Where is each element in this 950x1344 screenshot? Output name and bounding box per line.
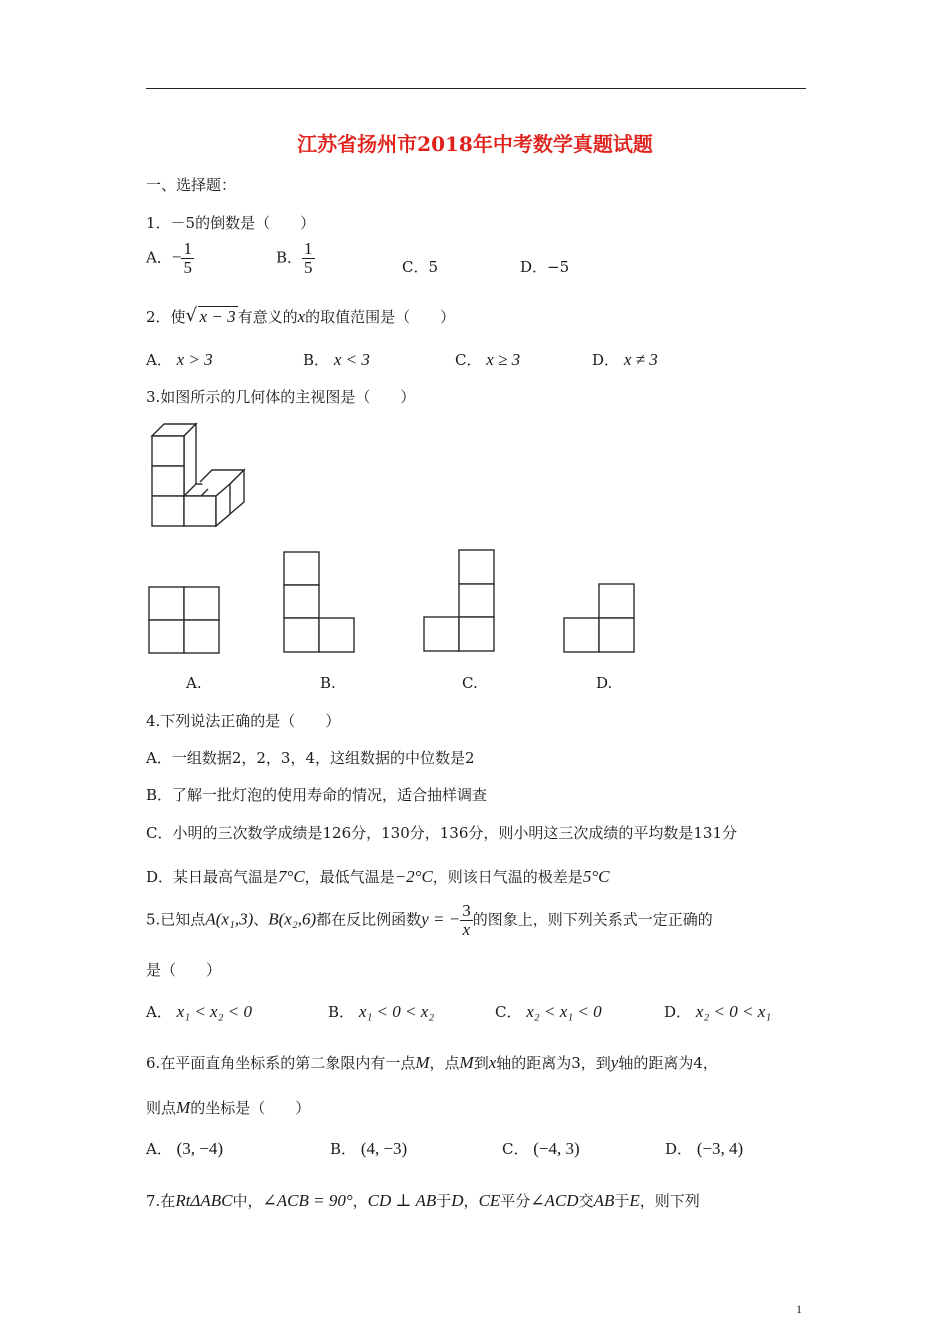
stem-text: 平分 xyxy=(500,1192,531,1210)
stem-text: 则点 xyxy=(146,1099,177,1117)
stem-text: 中， xyxy=(232,1192,263,1210)
perpendicular: CD ⊥ AB xyxy=(367,1191,437,1210)
q6-option-b xyxy=(330,1138,407,1159)
section-heading: 一、选择题： xyxy=(146,176,237,194)
variable: x xyxy=(297,307,306,326)
q5-option-b xyxy=(328,1001,434,1022)
denominator: 5 xyxy=(183,257,192,277)
denominator: x xyxy=(462,919,471,939)
option-d-figure xyxy=(563,583,635,653)
option-math: (−3, 4) xyxy=(696,1139,744,1158)
q6-option-a xyxy=(146,1138,223,1159)
q1-option-d: D．−5 xyxy=(520,258,570,276)
option-math: x₂ < x₁ < 0 xyxy=(526,1002,602,1021)
stem-text: 都在反比例函数 xyxy=(316,910,422,929)
stem-text: ，则下列 xyxy=(639,1192,700,1210)
stem-text: 的图象上，则下列关系式一定正确的 xyxy=(472,910,713,929)
option-label: B． xyxy=(330,1140,357,1158)
point-a: A(x₁,3) xyxy=(205,909,254,929)
point-m: M xyxy=(459,1053,474,1072)
q4-option-b: B．了解一批灯泡的使用寿命的情况，适合抽样调查 xyxy=(146,786,488,804)
numerator: 3 xyxy=(462,901,471,920)
page-number: 1 xyxy=(796,1302,802,1316)
page-title: 江苏省扬州市2018年中考数学真题试题 xyxy=(297,132,653,156)
stem-text: 到 xyxy=(473,1054,489,1072)
q4-option-c: C．小明的三次数学成绩是126分，130分，136分，则小明这三次成绩的平均数是131分 xyxy=(146,824,738,842)
stem-text: 7.在 xyxy=(146,1192,176,1210)
temperature: 7°C xyxy=(278,867,305,886)
q2-option-a xyxy=(146,349,213,370)
q6-option-c xyxy=(502,1138,580,1159)
option-math: x < 3 xyxy=(333,350,370,369)
triangle: RtΔABC xyxy=(175,1191,233,1210)
option-math: x > 3 xyxy=(176,350,213,369)
q2-option-c xyxy=(455,349,520,370)
q5-option-d xyxy=(664,1001,771,1022)
option-label: A． xyxy=(146,1140,172,1158)
option-label: A． xyxy=(146,248,172,267)
option-math: (4, −3) xyxy=(360,1139,408,1158)
option-label: A． xyxy=(146,351,172,369)
stem-text: 轴的距离为3，到 xyxy=(496,1054,611,1072)
q5-option-c xyxy=(495,1001,602,1022)
angle: ∠ACD xyxy=(530,1191,579,1210)
stem-text: 2．使 xyxy=(146,308,186,326)
option-c-figure xyxy=(423,549,495,653)
option-label: D． xyxy=(592,351,620,369)
stem-text: 轴的距离为4， xyxy=(618,1054,718,1072)
stem-text: 的取值范围是（ ） xyxy=(305,308,456,326)
radicand: x − 3 xyxy=(199,307,236,326)
option-label: B． xyxy=(328,1003,355,1021)
option-label: D． xyxy=(665,1140,693,1158)
q4-option-a: A．一组数据2，2，3，4，这组数据的中位数是2 xyxy=(146,749,475,767)
option-text: ，则该日气温的极差是 xyxy=(432,868,583,886)
option-text: ，最低气温是 xyxy=(304,868,395,886)
angle: ∠ACB = 90° xyxy=(262,1191,353,1210)
question-5-stem-line2: 是（ ） xyxy=(146,961,222,979)
numerator: 1 xyxy=(304,239,313,258)
question-7-stem xyxy=(146,1190,700,1211)
option-label: B． xyxy=(276,248,303,267)
question-6-stem-line2 xyxy=(146,1097,310,1118)
question-2-stem xyxy=(146,306,455,327)
option-label: A． xyxy=(146,1003,172,1021)
temperature: 5°C xyxy=(582,867,610,886)
question-1-stem: 1．－5的倒数是（ ） xyxy=(146,214,316,232)
option-b-figure xyxy=(283,551,355,653)
square-root xyxy=(186,307,238,327)
fraction xyxy=(302,240,315,277)
option-text: D．某日最高气温是 xyxy=(146,868,279,886)
question-3-stem: 3.如图所示的几何体的主视图是（ ） xyxy=(146,388,416,406)
stem-text: ，点 xyxy=(429,1054,460,1072)
function-expression: y = − xyxy=(421,909,461,929)
minus-sign: − xyxy=(171,247,182,267)
stem-text: 5.已知点 xyxy=(146,910,206,929)
q6-option-d xyxy=(665,1138,743,1159)
segment-ce: CE xyxy=(478,1191,501,1210)
q2-option-d xyxy=(592,349,658,370)
q4-option-d xyxy=(146,866,609,887)
point-e: E xyxy=(629,1191,640,1210)
q1-option-c: C．5 xyxy=(402,258,439,276)
header-rule xyxy=(146,88,806,89)
fraction xyxy=(460,902,473,939)
stem-text: 的坐标是（ ） xyxy=(190,1099,311,1117)
q1-option-b xyxy=(276,240,315,277)
stem-text: 于 xyxy=(436,1192,452,1210)
point-m: M xyxy=(176,1098,191,1117)
radical-icon: √ xyxy=(185,305,198,326)
option-label: C． xyxy=(502,1140,529,1158)
stem-text: 6.在平面直角坐标系的第二象限内有一点 xyxy=(146,1054,416,1072)
separator: 、 xyxy=(253,910,269,929)
segment-ab: AB xyxy=(593,1191,615,1210)
fraction xyxy=(181,240,194,277)
question-5-stem xyxy=(146,902,713,939)
option-math: x₂ < 0 < x₁ xyxy=(695,1002,772,1021)
q3-option-b-label: B. xyxy=(320,674,336,692)
numerator: 1 xyxy=(183,239,192,258)
option-math: (−4, 3) xyxy=(533,1139,580,1158)
option-a-figure xyxy=(148,586,220,654)
option-math: x ≠ 3 xyxy=(623,350,658,369)
q3-option-d-label: D. xyxy=(596,674,613,692)
denominator: 5 xyxy=(304,257,313,277)
point-b: B(x₂,6) xyxy=(268,909,317,929)
stem-text: 于 xyxy=(614,1192,630,1210)
point-m: M xyxy=(415,1053,430,1072)
option-label: D． xyxy=(664,1003,692,1021)
option-label: B． xyxy=(303,351,330,369)
option-label: C． xyxy=(495,1003,522,1021)
point-d: D xyxy=(451,1191,464,1210)
solid-figure-icon xyxy=(150,422,250,532)
stem-text: 交 xyxy=(578,1192,594,1210)
option-math: x₁ < x₂ < 0 xyxy=(176,1002,252,1021)
stem-text: ， xyxy=(463,1192,479,1210)
option-math: x ≥ 3 xyxy=(486,350,521,369)
option-math: (3, −4) xyxy=(176,1139,224,1158)
q1-option-a xyxy=(146,240,194,277)
variable: y xyxy=(610,1053,619,1072)
option-label: C． xyxy=(455,351,482,369)
temperature: −2°C xyxy=(394,867,433,886)
variable: x xyxy=(488,1053,497,1072)
q5-option-a xyxy=(146,1001,252,1022)
q3-option-a-label: A. xyxy=(186,674,202,692)
option-math: x₁ < 0 < x₂ xyxy=(358,1002,435,1021)
q3-option-c-label: C. xyxy=(462,674,478,692)
question-4-stem: 4.下列说法正确的是（ ） xyxy=(146,712,341,730)
stem-text: 有意义的 xyxy=(237,308,298,326)
q2-option-b xyxy=(303,349,370,370)
stem-text: ， xyxy=(352,1192,368,1210)
question-6-stem xyxy=(146,1052,718,1073)
